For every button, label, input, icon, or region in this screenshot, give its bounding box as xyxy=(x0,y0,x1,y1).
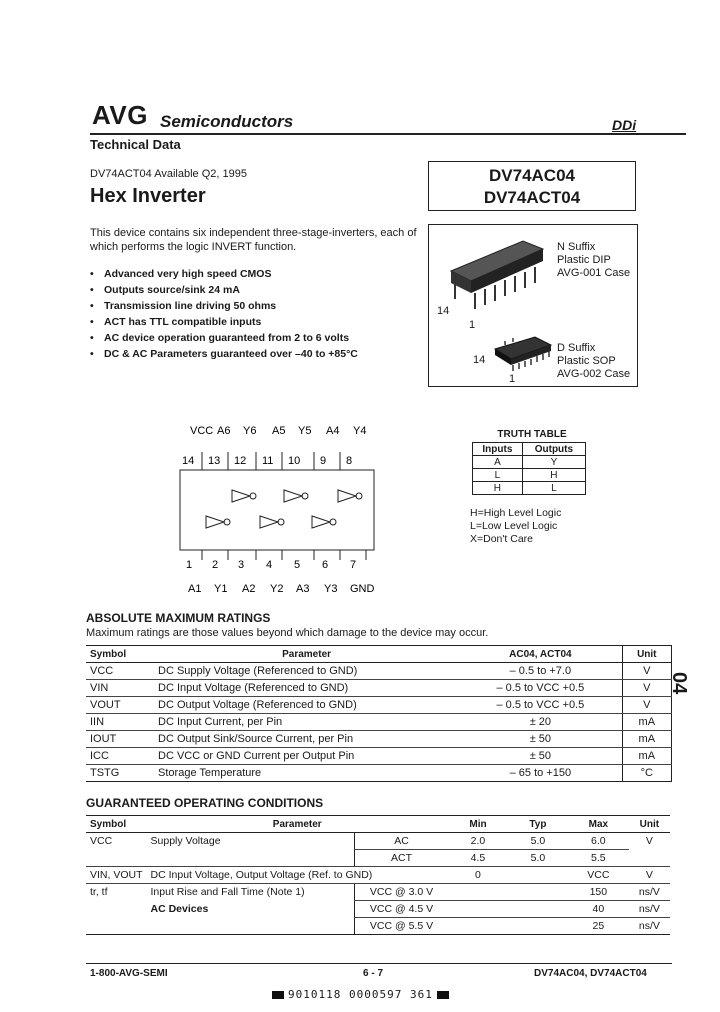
footer-part-numbers: DV74AC04, DV74ACT04 xyxy=(534,968,647,979)
part-number-2: DV74ACT04 xyxy=(483,188,581,207)
feature-item: • Outputs source/sink 24 mA xyxy=(104,282,358,298)
truth-table-title: TRUTH TABLE xyxy=(497,429,567,440)
pin-label-bottom: Y3 xyxy=(324,583,338,595)
part-number-box xyxy=(428,161,636,211)
pin-number-top: 8 xyxy=(346,455,353,467)
truth-table-header: Outputs xyxy=(522,443,585,456)
inverter-gate xyxy=(284,490,308,502)
table-header: Min xyxy=(448,816,508,833)
feature-item: • ACT has TTL compatible inputs xyxy=(104,314,358,330)
table-row: ACT 4.5 5.0 5.5 xyxy=(86,850,670,867)
truth-table-sub: Y xyxy=(522,456,585,469)
truth-table-cell: L xyxy=(522,482,585,495)
dip-pin-14: 14 xyxy=(437,305,450,317)
table-row: TSTG Storage Temperature – 65 to +150 °C xyxy=(86,765,672,782)
pin-label-top: VCC xyxy=(190,425,214,437)
pin-number-bottom: 1 xyxy=(186,559,193,571)
barcode-block xyxy=(272,991,284,999)
pin-number-bottom: 6 xyxy=(322,559,329,571)
pin-number-bottom: 7 xyxy=(350,559,357,571)
pin-number-bottom: 3 xyxy=(238,559,245,571)
sop-package-drawing xyxy=(485,333,565,383)
dip-pin-1: 1 xyxy=(469,319,476,331)
sop-package-label: D Suffix Plastic SOP AVG-002 Case xyxy=(557,342,631,380)
truth-table-cell: H xyxy=(473,482,523,495)
footer-phone: 1-800-AVG-SEMI xyxy=(90,968,168,979)
truth-table-cell: L xyxy=(473,469,523,482)
table-header: Typ xyxy=(508,816,568,833)
op-cond-title: GUARANTEED OPERATING CONDITIONS xyxy=(86,796,324,810)
table-row: VOUT DC Output Voltage (Referenced to GND) – 0.5 to VCC +0.5 V xyxy=(86,697,672,714)
abs-max-table xyxy=(86,645,672,782)
truth-table-cell: H xyxy=(522,469,585,482)
table-row: ICC DC VCC or GND Current per Output Pin ± 50 mA xyxy=(86,748,672,765)
inverter-gate xyxy=(206,516,230,528)
feature-item: • Transmission line driving 50 ohms xyxy=(104,298,358,314)
pin-label-top: A6 xyxy=(217,425,231,437)
footer-rule xyxy=(86,963,672,964)
page-title: Hex Inverter xyxy=(90,185,206,207)
table-header: Symbol xyxy=(86,646,154,663)
pin-number-bottom: 4 xyxy=(266,559,273,571)
pin-label-bottom: A1 xyxy=(188,583,202,595)
pin-number-top: 14 xyxy=(182,455,195,467)
availability-note: DV74ACT04 Available Q2, 1995 xyxy=(90,168,247,180)
intro-text: This device contains six independent three-stage-inverters, each of which performs the logic INVERT function. xyxy=(90,227,417,253)
table-row: IIN DC Input Current, per Pin ± 20 mA xyxy=(86,714,672,731)
barcode-number: 9010118 0000597 361 xyxy=(288,988,433,1001)
table-row: VCC Supply Voltage AC 2.0 5.0 6.0 V xyxy=(86,833,670,850)
pin-number-top: 13 xyxy=(208,455,221,467)
pin-label-bottom: GND xyxy=(350,583,375,595)
pin-number-top: 10 xyxy=(288,455,301,467)
inverter-gate xyxy=(232,490,256,502)
section-heading: Technical Data xyxy=(90,137,181,152)
table-row: VCC @ 5.5 V 25 ns/V xyxy=(86,918,670,935)
abs-max-subtitle: Maximum ratings are those values beyond which damage to the device may occur. xyxy=(86,627,489,639)
pinout-diagram xyxy=(170,420,400,600)
pin-label-top: Y5 xyxy=(298,425,312,437)
chip-outline xyxy=(180,470,374,550)
truth-table-header: Inputs xyxy=(473,443,523,456)
table-row: IOUT DC Output Sink/Source Current, per Pin ± 50 mA xyxy=(86,731,672,748)
table-row: AC Devices VCC @ 4.5 V 40 ns/V xyxy=(86,901,670,918)
table-header: Unit xyxy=(622,646,671,663)
truth-table xyxy=(472,429,592,495)
sop-pin-1: 1 xyxy=(509,373,516,385)
truth-table-legend: H=High Level Logic L=Low Level Logic X=Don't Care xyxy=(470,507,562,545)
pin-number-top: 11 xyxy=(262,455,274,467)
dip-package-drawing xyxy=(431,231,561,341)
pin-label-top: Y6 xyxy=(243,425,257,437)
pin-number-top: 9 xyxy=(320,455,327,467)
part-number-1: DV74AC04 xyxy=(489,166,575,185)
pin-number-bottom: 5 xyxy=(294,559,301,571)
op-cond-table xyxy=(86,815,670,935)
table-row: VIN, VOUT DC Input Voltage, Output Voltage (Ref. to GND) 0 VCC V xyxy=(86,867,670,884)
truth-table-sub: A xyxy=(473,456,523,469)
brand-subtitle: Semiconductors xyxy=(160,112,294,131)
table-header: AC04, ACT04 xyxy=(459,646,622,663)
table-header: Parameter xyxy=(147,816,448,833)
pin-label-bottom: A3 xyxy=(296,583,310,595)
pin-label-bottom: A2 xyxy=(242,583,256,595)
table-row: tr, tf Input Rise and Fall Time (Note 1) VCC @ 3.0 V 150 ns/V xyxy=(86,884,670,901)
pin-label-top: A5 xyxy=(272,425,286,437)
table-row: VIN DC Input Voltage (Referenced to GND) – 0.5 to VCC +0.5 V xyxy=(86,680,672,697)
feature-list xyxy=(104,266,358,362)
barcode-block xyxy=(437,991,449,999)
pin-label-top: Y4 xyxy=(353,425,367,437)
inverter-gate xyxy=(260,516,284,528)
header-rule xyxy=(90,133,686,135)
table-header: Unit xyxy=(629,816,670,833)
inverter-gate xyxy=(338,490,362,502)
package-box xyxy=(428,224,638,387)
table-row: VCC DC Supply Voltage (Referenced to GND) – 0.5 to +7.0 V xyxy=(86,663,672,680)
feature-item: • AC device operation guaranteed from 2 to 6 volts xyxy=(104,330,358,346)
ddi-logo: DDi xyxy=(612,117,637,133)
brand-name: AVG xyxy=(92,100,148,130)
table-header: Parameter xyxy=(154,646,459,663)
pin-number-top: 12 xyxy=(234,455,247,467)
table-header: Max xyxy=(568,816,629,833)
feature-item: • DC & AC Parameters guaranteed over –40 to +85°C xyxy=(104,346,358,362)
pin-label-bottom: Y1 xyxy=(214,583,228,595)
abs-max-title: ABSOLUTE MAXIMUM RATINGS xyxy=(86,611,271,625)
side-tab: 04 xyxy=(668,672,690,695)
inverter-gate xyxy=(312,516,336,528)
sop-pin-14: 14 xyxy=(473,354,486,366)
table-header: Symbol xyxy=(86,816,147,833)
pin-label-top: A4 xyxy=(326,425,340,437)
barcode xyxy=(268,988,453,1001)
footer-page-number: 6 - 7 xyxy=(363,968,384,979)
pin-label-bottom: Y2 xyxy=(270,583,284,595)
dip-package-label: N Suffix Plastic DIP AVG-001 Case xyxy=(557,241,631,279)
feature-item: • Advanced very high speed CMOS xyxy=(104,266,358,282)
pin-number-bottom: 2 xyxy=(212,559,219,571)
